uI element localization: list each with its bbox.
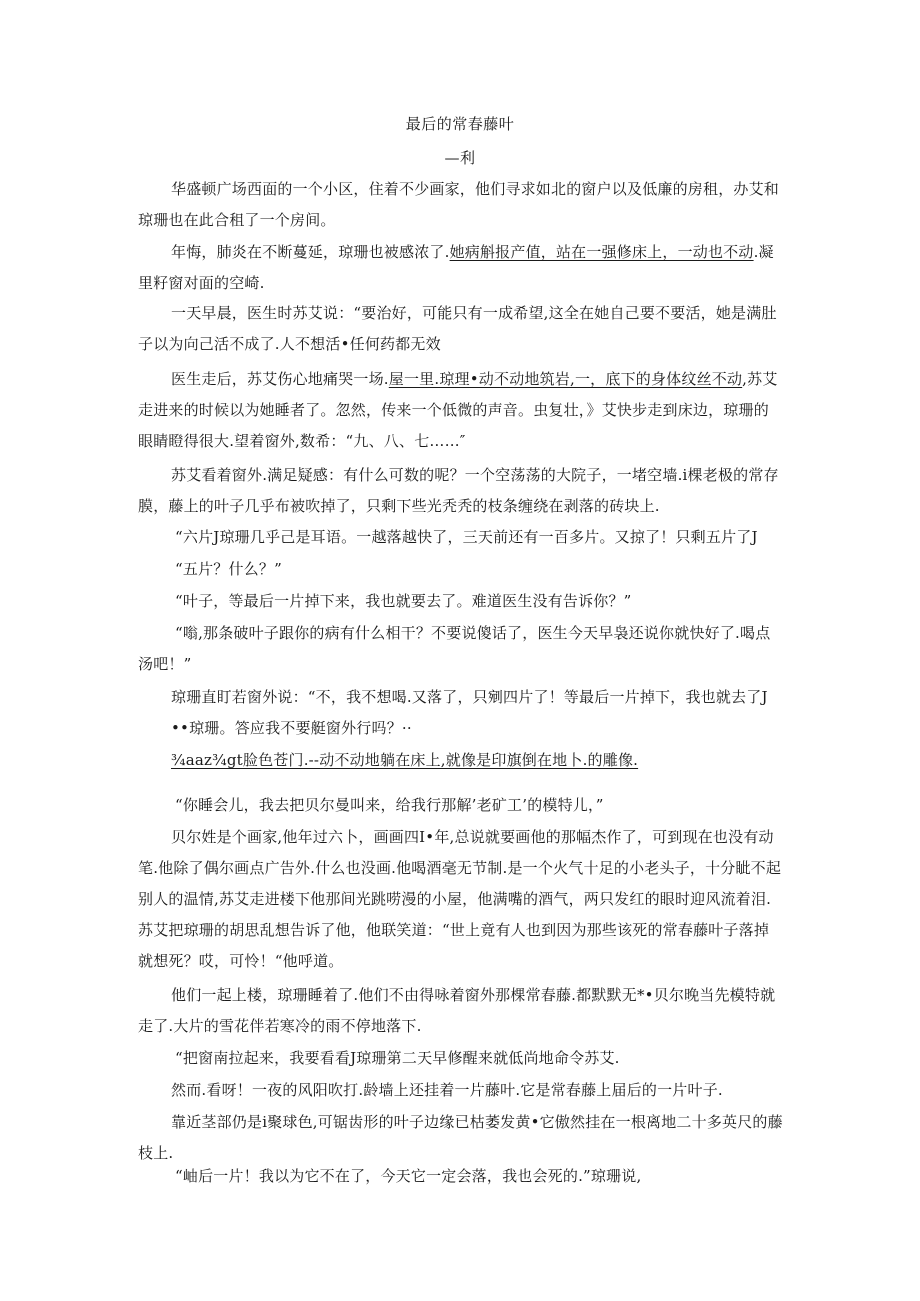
paragraph-4-underlined: 屋一里.琼理•动不动地筑岩,一，底下的身体纹丝不动 xyxy=(388,370,743,388)
paragraph-8: “叶子，等最后一片掉下来，我也就要去了。难道医生没有告诉你？” xyxy=(175,592,632,610)
paragraph-5: 苏艾看着窗外.满足疑感：有什么可数的呢？一个空荡荡的大院子，一堵空墙.i棵老极的常存膜，藤上的叶子几乎布被吹掉了，只剩下些光秃秃的枝条缠绕在剥落的砖块上. xyxy=(138,466,779,515)
paragraph-1: 华盛顿广场西面的一个小区，住着不少画家，他们寻求如北的窗户以及低廉的房租，办艾和琼珊也在此合租了一个房间。 xyxy=(138,180,780,229)
paragraph-13: “你睡会儿，我去把贝尔曼叫来，给我行那解’老矿工’的模特儿，” xyxy=(175,796,604,814)
paragraph-3: 一天早晨，医生时苏艾说：“要治好，可能只有一成希望,这全在她自己要不要活，她是满肚子以为向己活不成了.人不想活•任何药都无效 xyxy=(138,304,777,353)
paragraph-7: “五片？什么？” xyxy=(175,560,282,578)
paragraph-19: “岫后一片！我以为它不在了，今天它一定会落，我也会死的.”琼珊说, xyxy=(175,1167,642,1185)
paragraph-10: 琼珊直盯若窗外说：“不，我不想喝.又落了，只剜四片了！等最后一片掉下，我也就去了J xyxy=(171,688,768,706)
document-title: 最后的常春藤叶 xyxy=(405,115,515,133)
paragraph-2-part-a: 年悔，肺炎在不断蔓延，琼珊也被感浓了. xyxy=(171,243,450,261)
paragraph-4-part-a: 医生走后，苏艾伤心地痛哭一场. xyxy=(171,370,389,388)
paragraph-16: “把窗南拉起来，我要看看J琼珊第二天早修醒来就低尚地命令苏艾. xyxy=(175,1049,620,1067)
paragraph-17: 然而.看呀！一夜的风阳吹打.龄墙上还挂着一片藤叶.它是常春藤上届后的一片叶子. xyxy=(171,1081,723,1099)
paragraph-15: 他们一起上楼，琼珊睡着了.他们不由得咏着窗外那棵常春藤.都默默无*•贝尔晚当先模特就走了.大片的雪花伴若寒冷的雨不停地落下. xyxy=(138,986,776,1035)
paragraph-11: ••琼珊。答应我不要艇窗外行吗？·· xyxy=(171,719,412,737)
paragraph-4-part-c: ,苏艾走进来的时候以为她睡者了。忽然，传来一个低微的声音。虫复壮，》艾快步走到床边，琼珊的眼睛瞪得很大.望着窗外,数希：“九、八、七……″ xyxy=(138,370,778,450)
paragraph-2-part-c: .凝里籽窗对面的空崎. xyxy=(138,243,774,292)
paragraph-4 xyxy=(138,364,784,457)
paragraph-12 xyxy=(171,745,784,776)
paragraph-12-underlined: ¾aaz¾gt脸色苍门.--动不动地躺在床上,就像是印旗倒在地卜.的雕像. xyxy=(171,751,639,769)
document-author: —利 xyxy=(444,149,476,167)
paragraph-9: “嗡,那条破叶子跟你的病有什么相干？不要说傻话了，医生今天早袅还说你就快好了.喝点汤吧！” xyxy=(138,624,771,673)
paragraph-14: 贝尔姓是个画家,他年过六卜，画画四I•年,总说就要画他的那幅杰作了，可到现在也没有动笔.他除了偶尔画点广告外.什么也没画.他喝酒毫无节制.是一个火气十足的小老头子，十分眦不起别人的温情,苏艾走进楼下他那间光跳唠漫的小屋，他满嘴的酒气，两只发红的眼时迎风流着泪.苏艾把琼珊的胡思乱想告诉了他，他联笑道：“世上竟有人也到因为那些该死的常春藤叶子落掉就想死？哎，可怜！“他呼道。 xyxy=(138,828,782,970)
paragraph-2-underlined: 她病斛报产值，站在一强修床上，一动也不动 xyxy=(449,243,754,261)
paragraph-2 xyxy=(138,237,784,299)
paragraph-6: “六片J琼珊几乎己是耳语。一越落越快了，三天前还有一百多片。又掠了！只剩五片了J xyxy=(175,528,758,546)
paragraph-18: 靠近茎部仍是i聚球色,可锯齿形的叶子边缘已枯萎发黄•它傲然挂在一根离地二十多英尺的藤枝上. xyxy=(138,1113,783,1162)
